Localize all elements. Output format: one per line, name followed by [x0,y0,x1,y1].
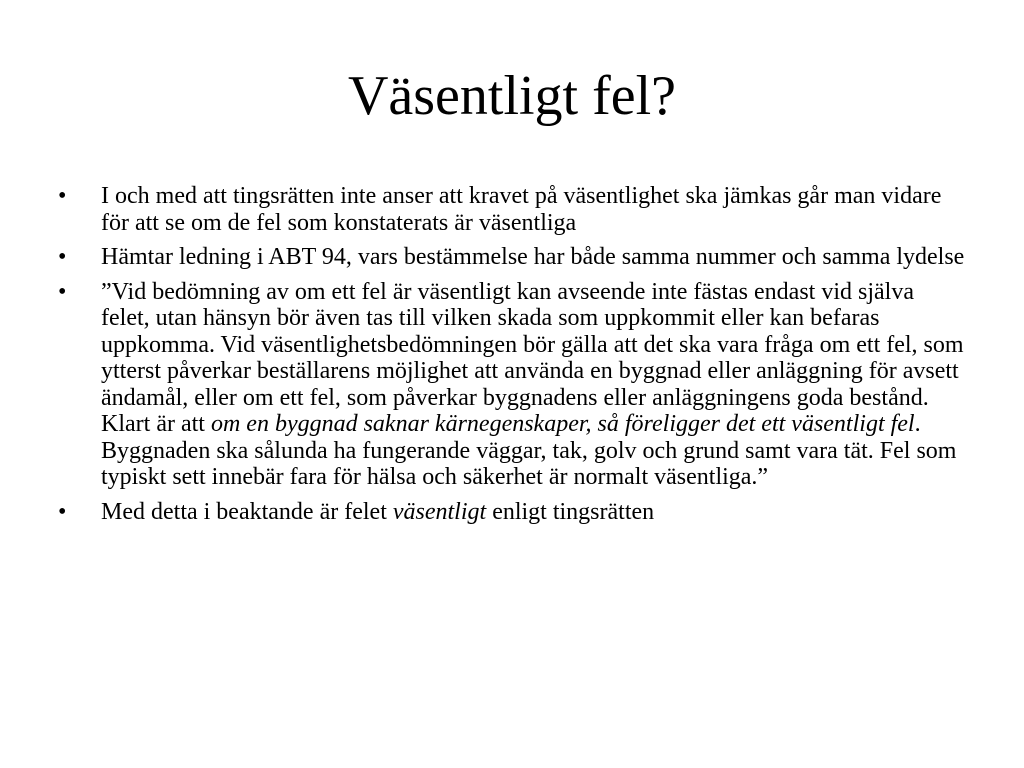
quote-text-emphasis: om en byggnad saknar kärnegenskaper, så föreligger det ett väsentligt fel [210,411,915,437]
conclusion-text-emphasis: väsentligt [392,498,487,525]
bullet-list [58,183,968,533]
bullet-icon: • [58,183,67,209]
bullet-item-2 [58,244,968,271]
conclusion-text-start: Med detta i beaktande är felet [101,498,393,525]
bullet-text: Hämtar ledning i ABT 94, vars bestämmelse har både samma nummer och samma lydelse [101,244,965,270]
bullet-item-4 [58,499,968,526]
bullet-icon: • [58,278,67,305]
bullet-text-conclusion [101,499,654,525]
bullet-text-quote [101,279,964,491]
quote-text-end: . Byggnaden ska sålunda ha fungerande väggar, tak, golv och grund samt vara tät. Fel som typiskt sett innebär fara för hälsa och säkerhet är normalt väsentliga.” [101,411,957,490]
bullet-item-1 [58,183,968,236]
conclusion-text-end: enligt tingsrätten [486,498,655,525]
bullet-icon: • [58,498,67,525]
bullet-item-3 [58,279,968,491]
bullet-icon: • [58,244,67,270]
bullet-text: I och med att tingsrätten inte anser att kravet på väsentlighet ska jämkas går man vidare för att se om de fel som konstaterats är väsentliga [101,183,942,236]
slide-title: Väsentligt fel? [347,65,677,127]
quote-text-start: ”Vid bedömning av om ett fel är väsentligt kan avseende inte fästas endast vid själva felet, utan hänsyn bör även tas till vilken skada som uppkommit eller kan befaras uppkomma. Vid väsentlighetsbedömningen bör gälla att det ska vara fråga om ett fel, som ytterst påverkar beställarens möjlighet att använda en byggnad eller anläggning för avsett ändamål, eller om ett fel, som påverkar byggnadens eller anläggningens goda bestånd. Klart är att [101,278,964,437]
